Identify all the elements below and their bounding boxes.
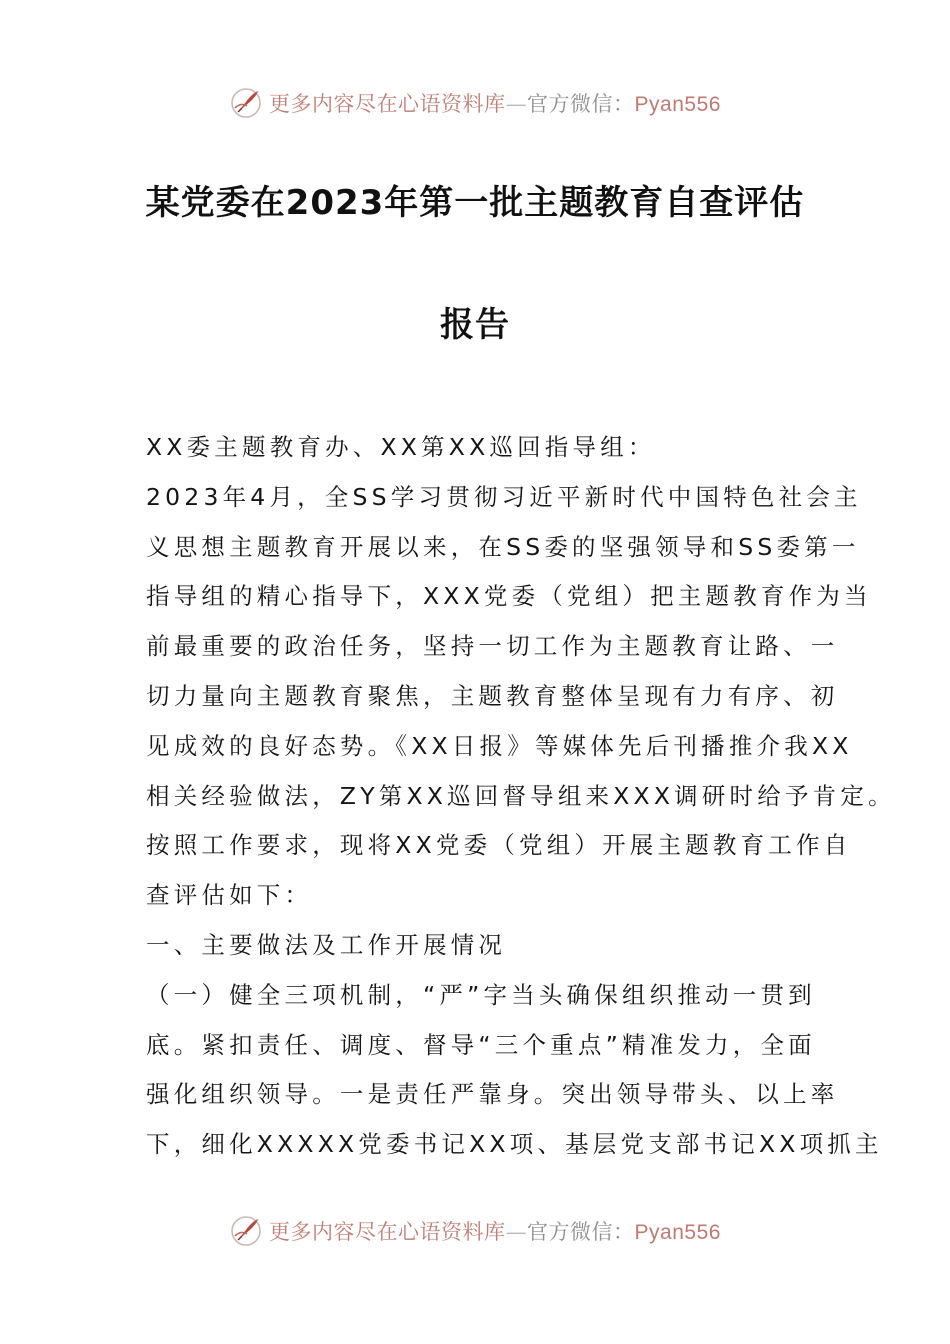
quill-logo-icon (229, 86, 263, 120)
watermark-header (0, 83, 950, 123)
watermark-dash: — (505, 92, 528, 116)
body-line: 指导组的精心指导下，XXX党委（党组）把主题教育作为当 (146, 582, 872, 611)
document-title-line-2: 报告 (440, 305, 510, 345)
watermark-official-label: 官方微信： (527, 1220, 635, 1244)
body-line: 2023年4月，全SS学习贯彻习近平新时代中国特色社会主 (146, 482, 862, 511)
watermark-footer (0, 1211, 950, 1251)
section-heading: 一、主要做法及工作开展情况 (146, 930, 507, 959)
body-line: 切力量向主题教育聚焦，主题教育整体呈现有力有序、初 (146, 681, 839, 710)
watermark-text (269, 88, 721, 118)
watermark-main-text: 更多内容尽在心语资料库 (269, 1220, 506, 1244)
body-line: 相关经验做法，ZY第XX巡回督导组来XXX调研时给予肯定。 (146, 781, 896, 810)
document-title-line-1: 某党委在2023年第一批主题教育自查评估 (145, 183, 805, 223)
body-line: 义思想主题教育开展以来，在SS委的坚强领导和SS委第一 (146, 532, 860, 561)
body-line: XX委主题教育办、XX第XX巡回指导组： (146, 433, 656, 461)
body-line: （一）健全三项机制，“严”字当头确保组织推动一贯到 (146, 980, 816, 1009)
body-line: 底。紧扣责任、调度、督导“三个重点”精准发力，全面 (146, 1030, 816, 1059)
body-line: 见成效的良好态势。《XX日报》等媒体先后刊播推介我XX (146, 731, 853, 760)
watermark-main-text: 更多内容尽在心语资料库 (269, 92, 506, 116)
watermark-text (269, 1216, 721, 1246)
body-line: 查评估如下： (146, 881, 313, 910)
body-line: 下，细化XXXXX党委书记XX项、基层党支部书记XX项抓主 (146, 1130, 883, 1159)
watermark-wechat-id: Pyan556 (634, 93, 721, 116)
quill-logo-icon (229, 1214, 263, 1248)
watermark-dash: — (505, 1220, 528, 1244)
body-line: 按照工作要求，现将XX党委（党组）开展主题教育工作自 (146, 831, 852, 860)
document-body (146, 423, 896, 1170)
body-line: 强化组织领导。一是责任严靠身。突出领导带头、以上率 (146, 1080, 839, 1109)
body-line: 前最重要的政治任务，坚持一切工作为主题教育让路、一 (146, 632, 839, 661)
watermark-official-label: 官方微信： (527, 92, 635, 116)
watermark-wechat-id: Pyan556 (634, 1221, 721, 1244)
